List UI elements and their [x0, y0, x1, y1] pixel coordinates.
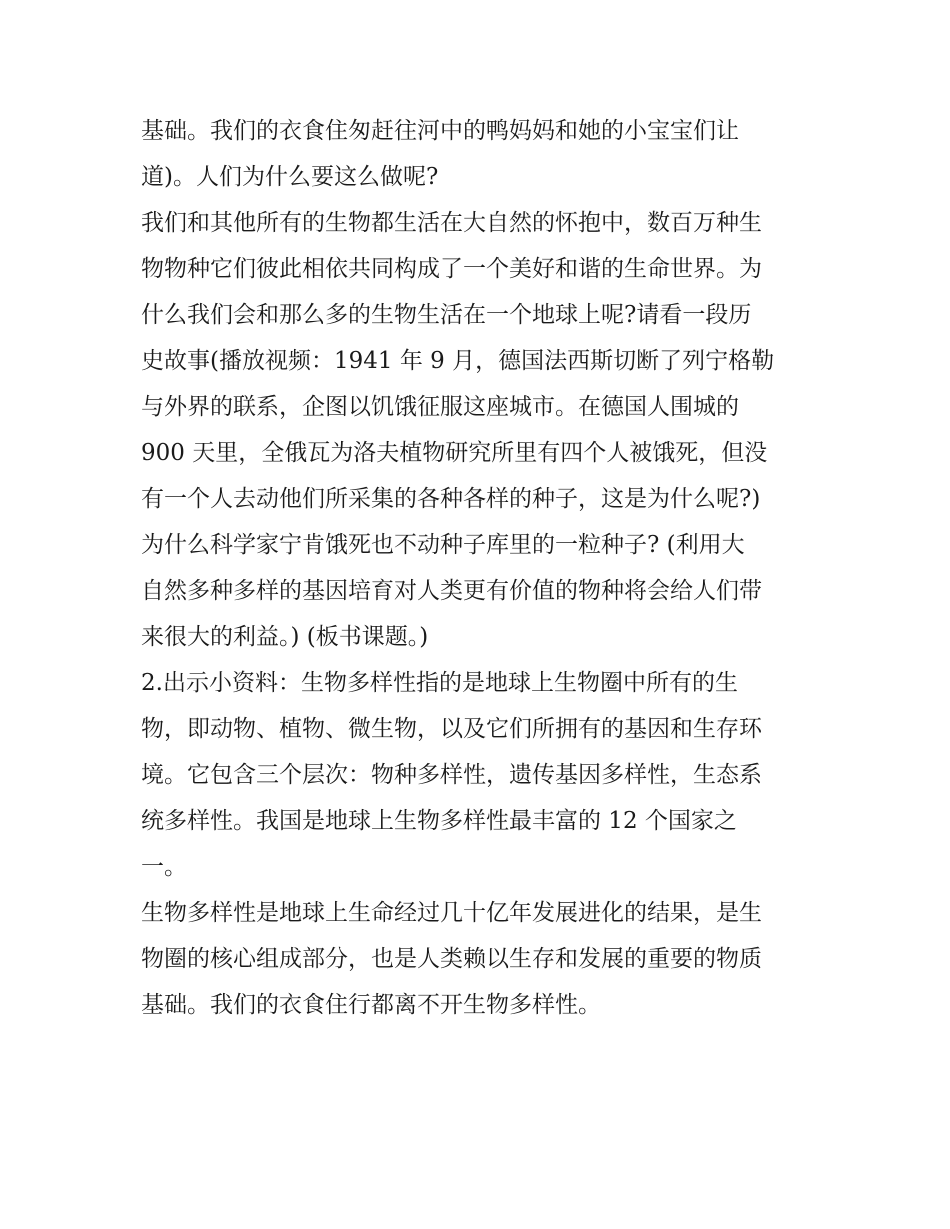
text-line: 生物多样性是地球上生命经过几十亿年发展进化的结果，是生	[141, 900, 762, 926]
text-line: 境。它包含三个层次：物种多样性，遗传基因多样性，生态系	[141, 762, 762, 788]
text-line: 什么我们会和那么多的生物生活在一个地球上呢?请看一段历	[141, 302, 752, 328]
document-body	[141, 108, 821, 1028]
text-line: 来很大的利益。) (板书课题。)	[141, 624, 429, 650]
text-line: 物圈的核心组成部分，也是人类赖以生存和发展的重要的物质	[141, 946, 762, 972]
text-line: 900 天里，全俄瓦为洛夫植物研究所里有四个人被饿死，但没	[141, 440, 768, 466]
text-line: 与外界的联系，企图以饥饿征服这座城市。在德国人围城的	[141, 394, 739, 420]
text-line: 有一个人去动他们所采集的各种各样的种子，这是为什么呢?)	[141, 486, 761, 512]
text-line: 物物种它们彼此相依共同构成了一个美好和谐的生命世界。为	[141, 256, 762, 282]
text-line: 统多样性。我国是地球上生物多样性最丰富的 12 个国家之	[141, 808, 737, 834]
text-line: 2.出示小资料：生物多样性指的是地球上生物圈中所有的生	[141, 670, 738, 696]
text-line: 道)。人们为什么要这么做呢?	[141, 164, 439, 190]
text-line: 物，即动物、植物、微生物，以及它们所拥有的基因和生存环	[141, 716, 762, 742]
text-line: 基础。我们的衣食住行都离不开生物多样性。	[141, 992, 601, 1018]
text-line: 自然多种多样的基因培育对人类更有价值的物种将会给人们带	[141, 578, 762, 604]
text-line: 史故事(播放视频：1941 年 9 月，德国法西斯切断了列宁格勒	[141, 348, 775, 374]
text-line: 基础。我们的衣食住匆赶往河中的鸭妈妈和她的小宝宝们让	[141, 118, 739, 144]
text-line: 我们和其他所有的生物都生活在大自然的怀抱中，数百万种生	[141, 210, 762, 236]
text-line: 一。	[141, 854, 187, 880]
text-line: 为什么科学家宁肯饿死也不动种子库里的一粒种子? (利用大	[141, 532, 745, 558]
